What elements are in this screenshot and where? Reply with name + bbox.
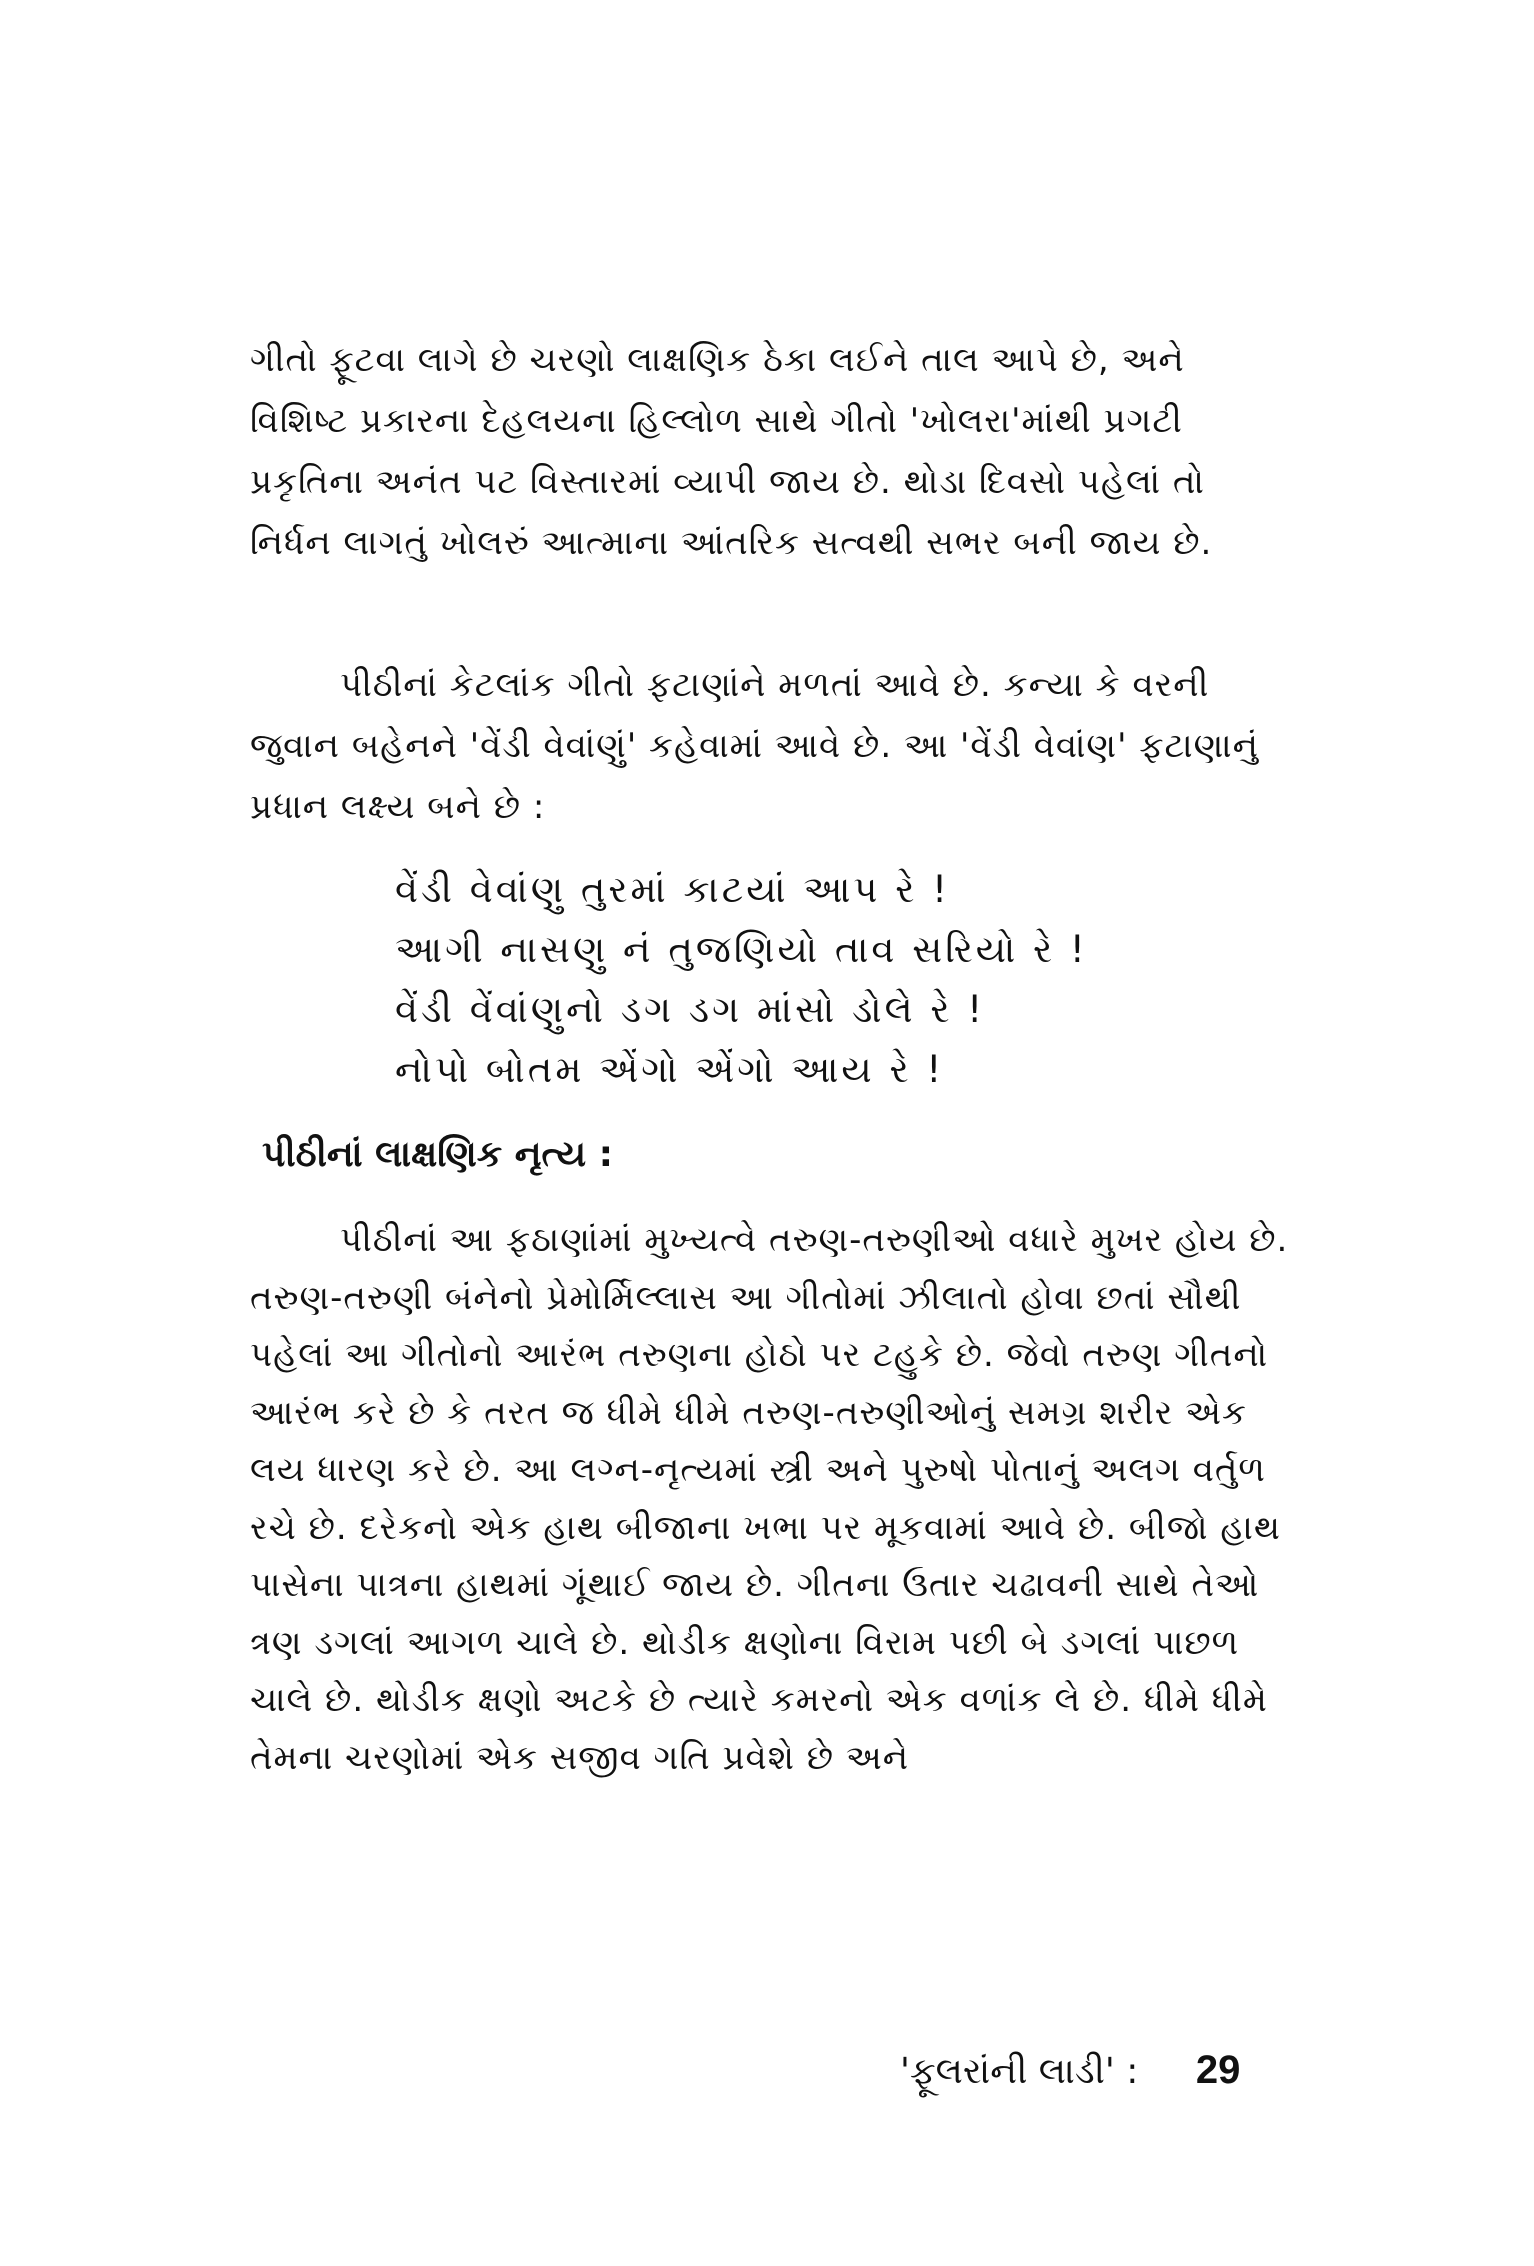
fatana-paragraph: પીઠીનાં કેટલાંક ગીતો ફટાણાંને મળતાં આવે છે. કન્યા કે વરની જુવાન બહેનને 'વેંડી વેવાંણું' કહેવામાં આવે છે. આ 'વેંડી વેવાંણ' ફટાણાનું પ્રધાન લક્ષ્ય બને છે : bbox=[250, 665, 1259, 827]
dance-paragraph: પીઠીનાં આ ફઠાણાંમાં મુખ્યત્વે તરુણ-તરુણીઓ વધારે મુખર હોય છે. તરુણ-તરુણી બંનેનો પ્રેમોર્મિલ્લાસ આ ગીતોમાં ઝીલાતો હોવા છતાં સૌથી પહેલાં આ ગીતોનો આરંભ તરુણના હોઠો પર ટહુકે છે. જેવો તરુણ ગીતનો આરંભ કરે છે કે તરત જ ધીમે ધીમે તરુણ-તરુણીઓનું સમગ્ર શરીર એક લય ધારણ કરે છે. આ લગ્ન-નૃત્યમાં સ્ત્રી અને પુરુષો પોતાનું અલગ વર્તુળ રચે છે. દરેકનો એક હાથ બીજાના ખભા પર મૂકવામાં આવે છે. બીજો હાથ પાસેના પાત્રના હાથમાં ગૂંથાઈ જાય છે. ગીતના ઉતાર ચઢાવની સાથે તેઓ ત્રણ ડગલાં આગળ ચાલે છે. થોડીક ક્ષણોના વિરામ પછી બે ડગલાં પાછળ ચાલે છે. થોડીક ક્ષણો અટકે છે ત્યારે કમરનો એક વળાંક લે છે. ધીમે ધીમે તેમના ચરણોમાં એક સજીવ ગતિ પ્રવેશે છે અને bbox=[250, 1220, 1289, 1778]
song-verse bbox=[395, 860, 1175, 1100]
verse-line-1: વેંડી વેવાંણુ તુરમાં કાટયાં આપ રે ! bbox=[395, 868, 950, 911]
verse-line-3: વેંડી વેંવાંણુનો ડગ ડગ માંસો ડોલે રે ! bbox=[395, 988, 986, 1031]
intro-paragraph: ગીતો ફૂટવા લાગે છે ચરણો લાક્ષણિક ઠેકા લઈને તાલ આપે છે, અને વિશિષ્ટ પ્રકારના દેહલયના હિલ્લોળ સાથે ગીતો 'ખોલરા'માંથી પ્રગટી પ્રકૃતિના અનંત પટ વિસ્તારમાં વ્યાપી જાય છે. થોડા દિવસો પહેલાં તો નિર્ધન લાગતું ખોલરું આત્માના આંતરિક સત્વથી સભર બની જાય છે. bbox=[250, 340, 1213, 563]
running-title: 'ફૂલરાંની લાડી' : bbox=[900, 2051, 1139, 2092]
section-heading: પીઠીનાં લાક્ષણિક નૃત્ય : bbox=[262, 1134, 614, 1175]
verse-line-2: આગી નાસણુ નં તુજણિયો તાવ સરિયો રે ! bbox=[395, 928, 1088, 971]
page-footer bbox=[900, 2040, 1240, 2102]
page-number: 29 bbox=[1195, 2048, 1241, 2092]
verse-line-4: નોપો બોતમ એંગો એંગો આય રે ! bbox=[395, 1048, 945, 1091]
